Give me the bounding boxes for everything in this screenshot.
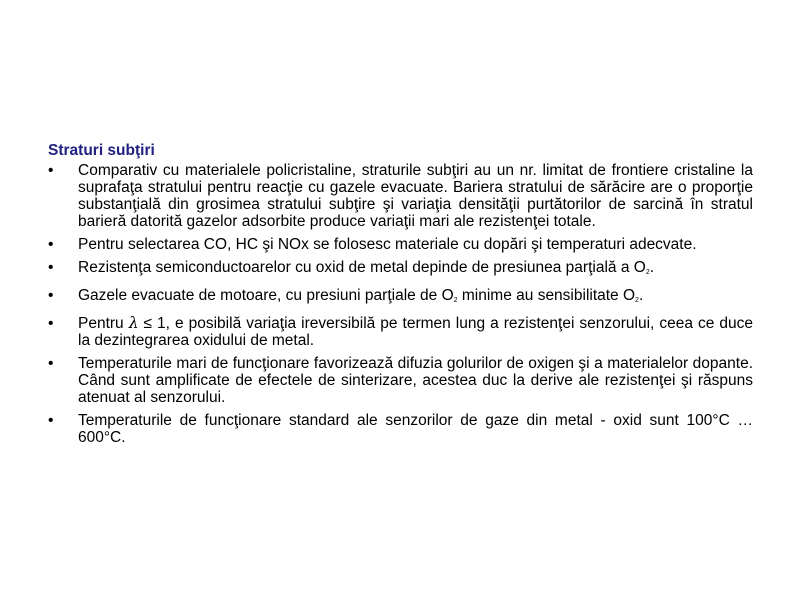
bullet-text xyxy=(78,259,654,276)
bullet-text-part: Pentru xyxy=(78,315,129,332)
bullet-item xyxy=(48,259,753,281)
bullet-icon: • xyxy=(48,287,54,304)
bullet-icon: • xyxy=(48,315,54,332)
bullet-text: Comparativ cu materialele policristaline, straturile subţiri au un nr. limitat de frontiere cristaline la suprafaţa stratului pentru reacţie cu gazele evacuate. Bariera stratului de sărăcire are o proporţie substanţială din grosimea stratului subţire şi variaţia densităţii purtătorilor de sarcină în stratul barieră datorită gazelor adsorbite produce variaţii mari ale rezistenţei totale. xyxy=(78,162,753,230)
bullet-item xyxy=(48,412,753,446)
subscript: 2 xyxy=(635,297,639,304)
bullet-icon: • xyxy=(48,259,54,276)
bullet-text-part: minime au sensibilitate O xyxy=(457,287,636,304)
bullet-text xyxy=(78,287,643,304)
bullet-text: Temperaturile de funcţionare standard ale senzorilor de gaze din metal - oxid sunt 100°C … 600°C. xyxy=(78,412,753,446)
bullet-icon: • xyxy=(48,162,54,179)
subscript: 2 xyxy=(453,297,458,304)
bullet-icon: • xyxy=(48,236,54,253)
bullet-text: Temperaturile mari de funcţionare favorizează difuzia golurilor de oxigen şi a materialelor dopante. Când sunt amplificate de efectele de sinterizare, acestea duc la derive ale rezistenţei şi răspuns atenuat al senzorului. xyxy=(78,355,753,406)
bullet-item xyxy=(48,355,753,406)
bullet-text-part: . xyxy=(649,259,655,276)
slide-content xyxy=(48,142,753,452)
bullet-item xyxy=(48,236,753,253)
bullet-icon: • xyxy=(48,412,54,429)
subscript: 2 xyxy=(645,269,650,276)
bullet-list xyxy=(48,162,753,446)
bullet-icon: • xyxy=(48,355,54,372)
bullet-item xyxy=(48,287,753,309)
bullet-text-part: ≤ 1, e posibilă variaţia ireversibilă pe termen lung a rezistenţei senzorului, ceea ce duce la dezintegrarea oxidului de metal. xyxy=(78,315,753,349)
bullet-text-part: Gazele evacuate de motoare, cu presiuni parţiale de O xyxy=(78,287,454,304)
bullet-text-part: . xyxy=(638,287,644,304)
bullet-text xyxy=(78,315,753,349)
slide-title: Straturi subţiri xyxy=(48,142,155,159)
bullet-item xyxy=(48,315,753,349)
bullet-item xyxy=(48,162,753,230)
bullet-text: Pentru selectarea CO, HC şi NOx se folosesc materiale cu dopări şi temperaturi adecvate. xyxy=(78,236,697,253)
bullet-text-part: Rezistenţa semiconductoarelor cu oxid de metal depinde de presiunea parţială a O xyxy=(78,259,646,276)
lambda-symbol: λ xyxy=(128,314,139,332)
